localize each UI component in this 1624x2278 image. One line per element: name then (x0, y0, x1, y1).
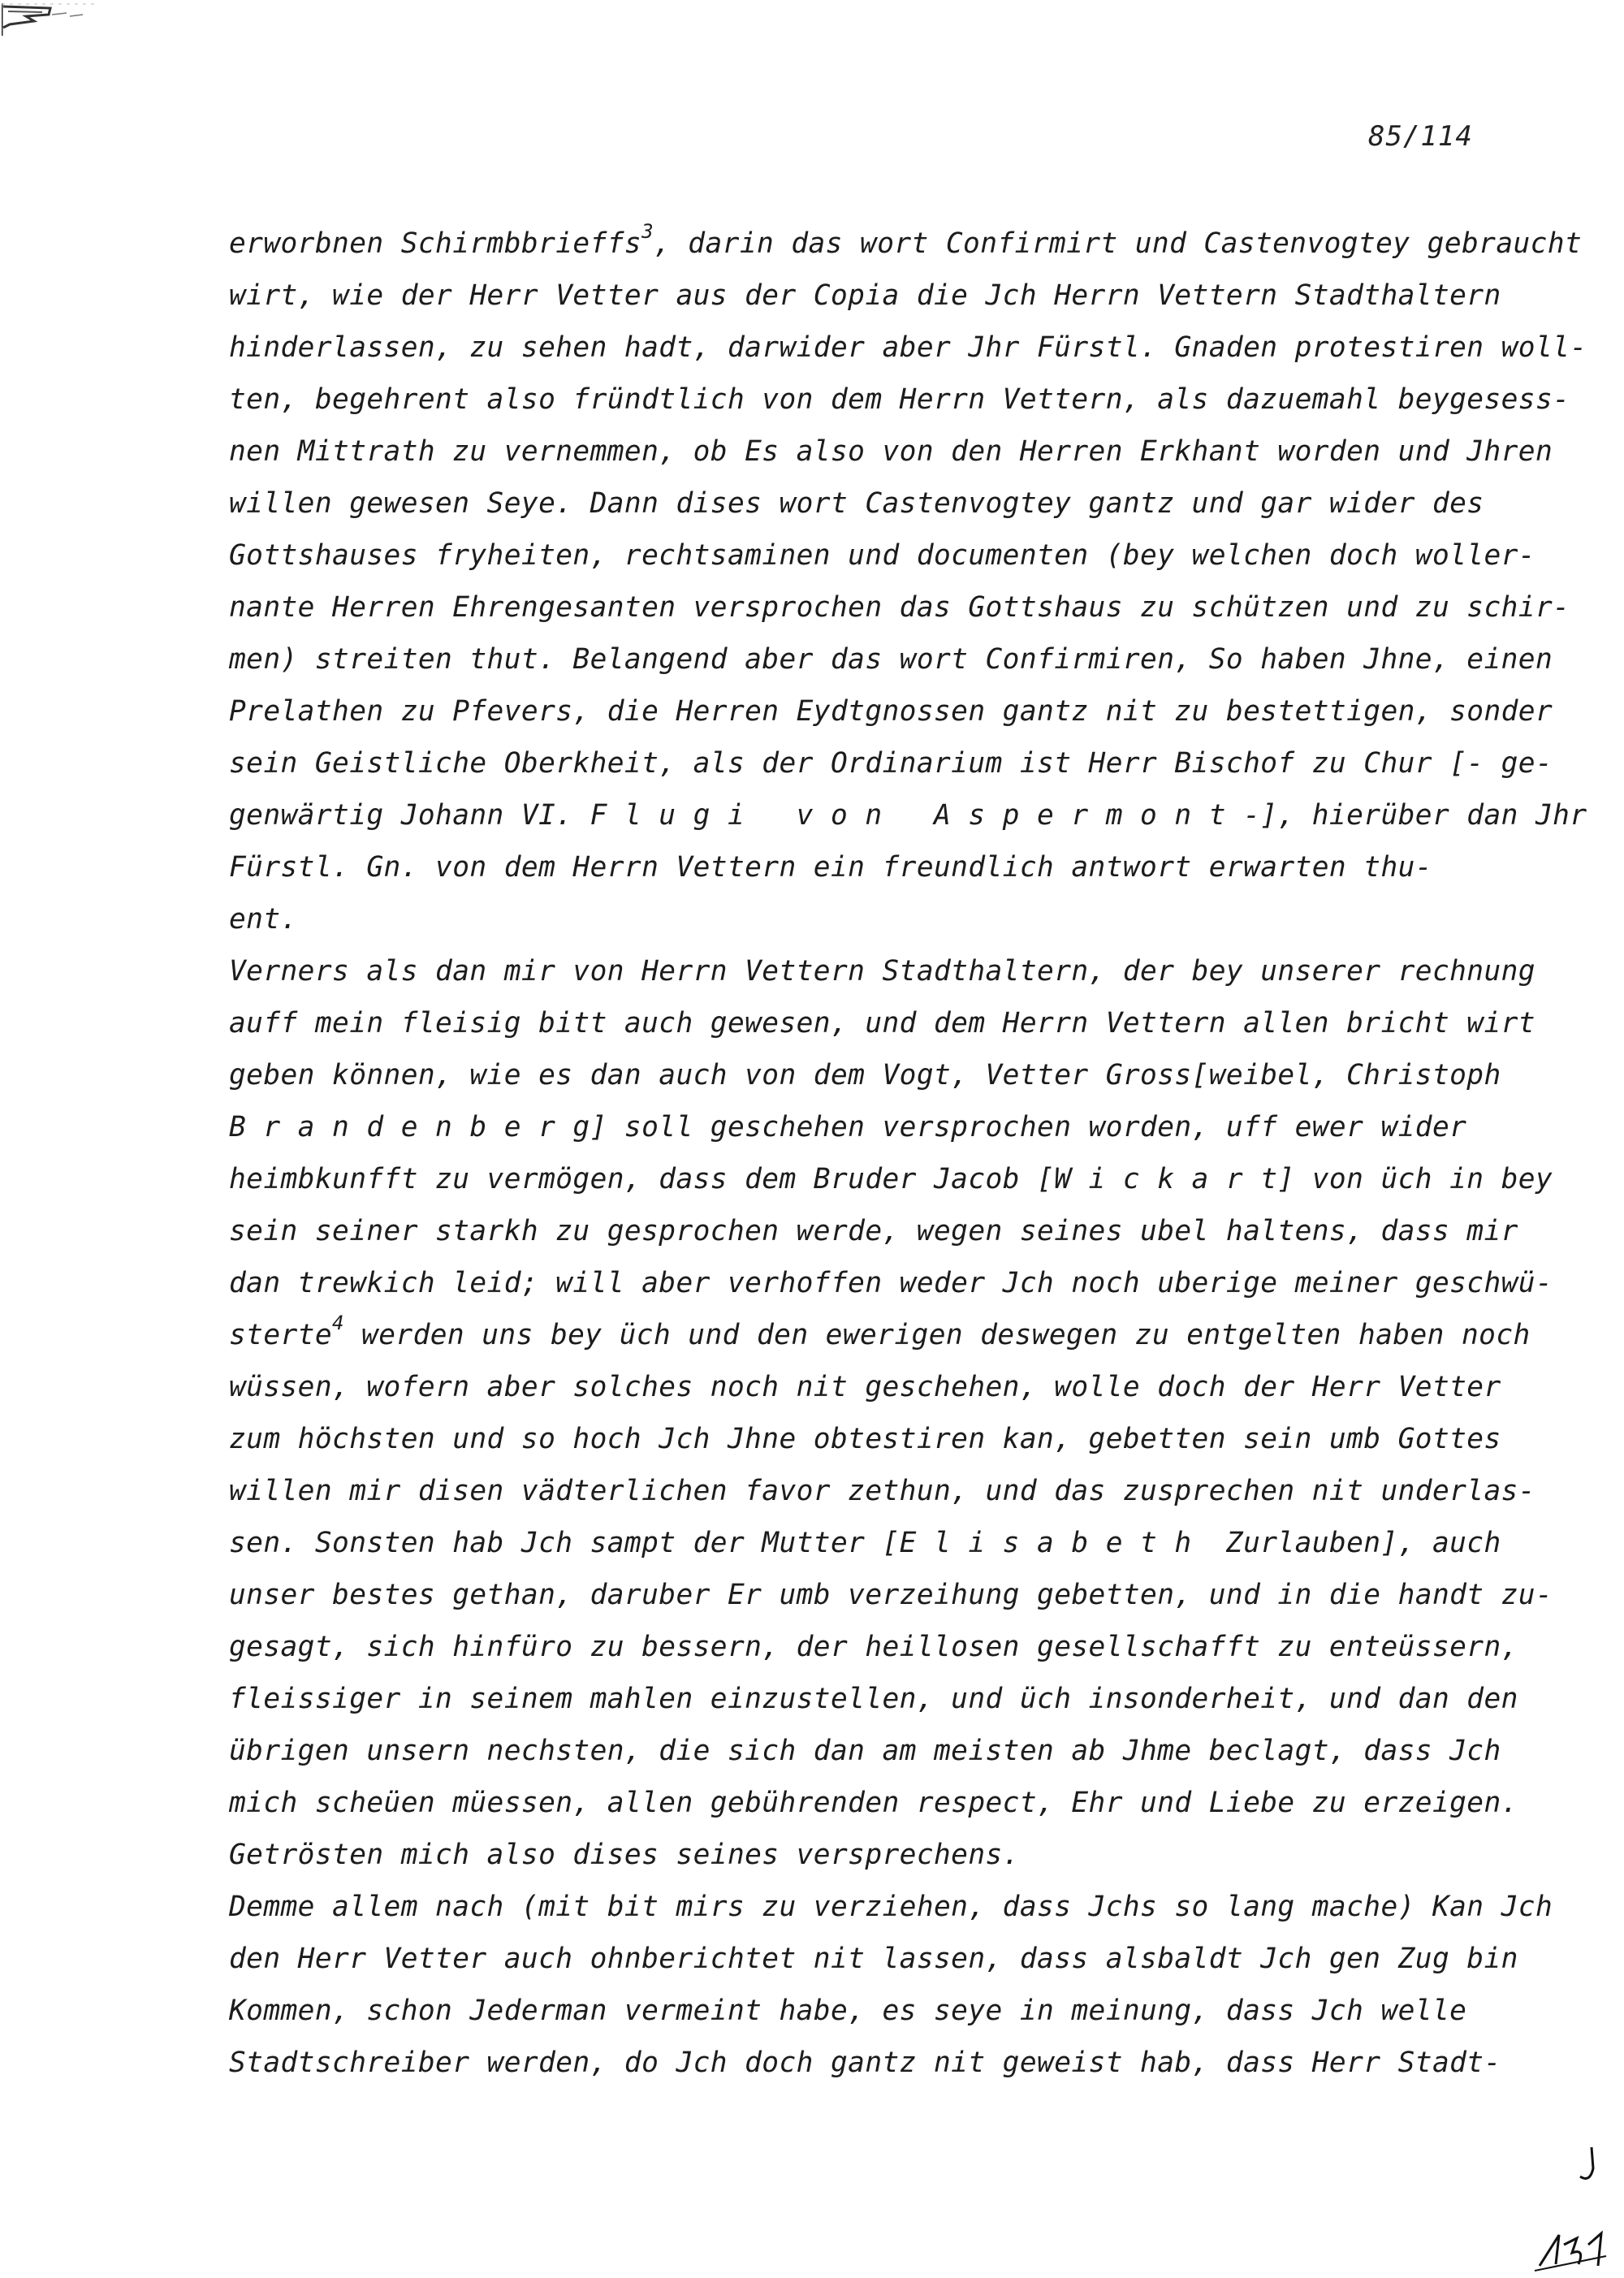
line-text: Stadtschreiber werden, do Jch doch gantz nit geweist hab, dass Herr Stadt- (229, 2047, 1501, 2079)
text-line (229, 841, 1528, 893)
text-line (229, 2037, 1528, 2089)
text-line (229, 1777, 1528, 1829)
line-text: ten, begehrent also fründtlich von dem Herrn Vettern, als dazuemahl beygesess- (229, 383, 1570, 416)
line-text: willen mir disen vädterlichen favor zethun, und das zusprechen nit underlas- (229, 1475, 1535, 1507)
text-line (229, 1829, 1528, 1881)
line-text: Gottshauses fryheiten, rechtsaminen und documenten (bey welchen doch woller- (229, 539, 1535, 572)
text-line (229, 374, 1570, 426)
text-line (229, 1621, 1528, 1673)
text-line (229, 737, 1553, 789)
text-line (229, 322, 1587, 374)
line-text: heimbkunfft zu vermögen, dass dem Bruder Jacob [W i c k a r t] von üch in bey (229, 1163, 1553, 1195)
line-text: B r a n d e n b e r g] soll geschehen versprochen worden, uff ewer wider (229, 1111, 1467, 1143)
line-text: sen. Sonsten hab Jch sampt der Mutter [E l i s a b e t h Zurlauben], auch (229, 1527, 1501, 1559)
text-line (229, 1205, 1528, 1257)
text-line (229, 1101, 1528, 1153)
text-line (229, 1309, 1531, 1361)
line-text: sein seiner starkh zu gesprochen werde, wegen seines ubel haltens, dass mir (229, 1215, 1518, 1247)
text-line (229, 1361, 1528, 1413)
line-text: ent. (229, 903, 298, 936)
text-line (229, 270, 1528, 322)
text-line (229, 1569, 1553, 1621)
text-line (229, 581, 1570, 633)
text-line (229, 1985, 1528, 2037)
line-text: wirt, wie der Herr Vetter aus der Copia die Jch Herrn Vettern Stadthaltern (229, 279, 1501, 312)
text-line (229, 685, 1553, 737)
handwritten-numeral-mark (1527, 2144, 1616, 2274)
line-text: sein Geistliche Oberkheit, als der Ordinarium ist Herr Bischof zu Chur [- ge- (229, 747, 1553, 780)
line-text: den Herr Vetter auch ohnberichtet nit lassen, dass alsbaldt Jch gen Zug bin (229, 1943, 1518, 1975)
line-text: gesagt, sich hinfüro zu bessern, der heillosen gesellschafft zu enteüssern, (229, 1631, 1518, 1663)
letter-body (229, 218, 1587, 2089)
line-text: mich scheüen müessen, allen gebührenden respect, Ehr und Liebe zu erzeigen. (229, 1787, 1518, 1819)
footnote-marker: 3 (641, 219, 654, 243)
line-text: erworbnen Schirmbbrieffs (229, 227, 642, 260)
text-line (229, 1413, 1528, 1465)
line-text-continued: werden uns bey üch und den ewerigen deswegen zu entgelten haben noch (343, 1319, 1531, 1351)
text-line (229, 633, 1553, 685)
line-text-continued: , darin das wort Confirmirt und Castenvogtey gebraucht (653, 227, 1583, 260)
line-text: nante Herren Ehrengesanten versprochen das Gottshaus zu schützen und zu schir- (229, 591, 1570, 624)
text-line (229, 1673, 1528, 1725)
text-line (229, 1257, 1553, 1309)
line-text: fleissiger in seinem mahlen einzustellen, und üch insonderheit, und dan den (229, 1683, 1518, 1715)
line-text: übrigen unsern nechsten, die sich dan am meisten ab Jhme beclagt, dass Jch (229, 1735, 1501, 1767)
line-text: geben können, wie es dan auch von dem Vogt, Vetter Gross[weibel, Christoph (229, 1059, 1501, 1091)
line-text: sterte (229, 1319, 333, 1351)
line-text: unser bestes gethan, daruber Er umb verzeihung gebetten, und in die handt zu- (229, 1579, 1553, 1611)
line-text: nen Mittrath zu vernemmen, ob Es also von den Herren Erkhant worden und Jhren (229, 435, 1553, 468)
handwritten-archive-mark (1527, 2144, 1616, 2274)
text-line (229, 530, 1535, 581)
line-text: Fürstl. Gn. von dem Herrn Vettern ein freundlich antwort erwarten thu- (229, 851, 1432, 884)
line-text: Demme allem nach (mit bit mirs zu verziehen, dass Jchs so lang mache) Kan Jch (229, 1891, 1553, 1923)
text-line (229, 426, 1553, 478)
text-line (229, 1933, 1528, 1985)
text-line (229, 945, 1535, 997)
text-line (229, 218, 1583, 270)
text-line (229, 1725, 1528, 1777)
line-text: men) streiten thut. Belangend aber das wort Confirmiren, So haben Jhne, einen (229, 643, 1553, 676)
text-line (229, 1049, 1528, 1101)
footnote-marker: 4 (332, 1311, 344, 1334)
text-line (229, 1881, 1553, 1933)
line-text: wüssen, wofern aber solches noch nit geschehen, wolle doch der Herr Vetter (229, 1371, 1501, 1403)
line-text: Getrösten mich also dises seines versprechens. (229, 1839, 1020, 1871)
text-line (229, 1153, 1553, 1205)
line-text: dan trewkich leid; will aber verhoffen weder Jch noch uberige meiner geschwü- (229, 1267, 1553, 1299)
text-line (229, 789, 1587, 841)
line-text: genwärtig Johann VI. F l u g i v o n A s p e r m o n t -], hierüber dan Jhr (229, 799, 1587, 832)
text-line (229, 1517, 1528, 1569)
page-number: 85/114 (1368, 120, 1473, 153)
line-text: willen gewesen Seye. Dann dises wort Castenvogtey gantz und gar wider des (229, 487, 1484, 520)
line-text: Prelathen zu Pfevers, die Herren Eydtgnossen gantz nit zu bestettigen, sonder (229, 695, 1553, 728)
line-text: Verners als dan mir von Herrn Vettern Stadthaltern, der bey unserer rechnung (229, 955, 1535, 988)
line-text: auff mein fleisig bitt auch gewesen, und dem Herrn Vettern allen bricht wirt (229, 1007, 1535, 1040)
line-text: hinderlassen, zu sehen hadt, darwider aber Jhr Fürstl. Gnaden protestiren woll- (229, 331, 1587, 364)
text-line (229, 1465, 1535, 1517)
text-line (229, 478, 1528, 530)
scan-artifact-mark (2, 3, 99, 36)
line-text: Kommen, schon Jederman vermeint habe, es seye in meinung, dass Jch welle (229, 1995, 1467, 2027)
line-text: zum höchsten und so hoch Jch Jhne obtestiren kan, gebetten sein umb Gottes (229, 1423, 1501, 1455)
text-line (229, 893, 1528, 945)
text-line (229, 997, 1535, 1049)
